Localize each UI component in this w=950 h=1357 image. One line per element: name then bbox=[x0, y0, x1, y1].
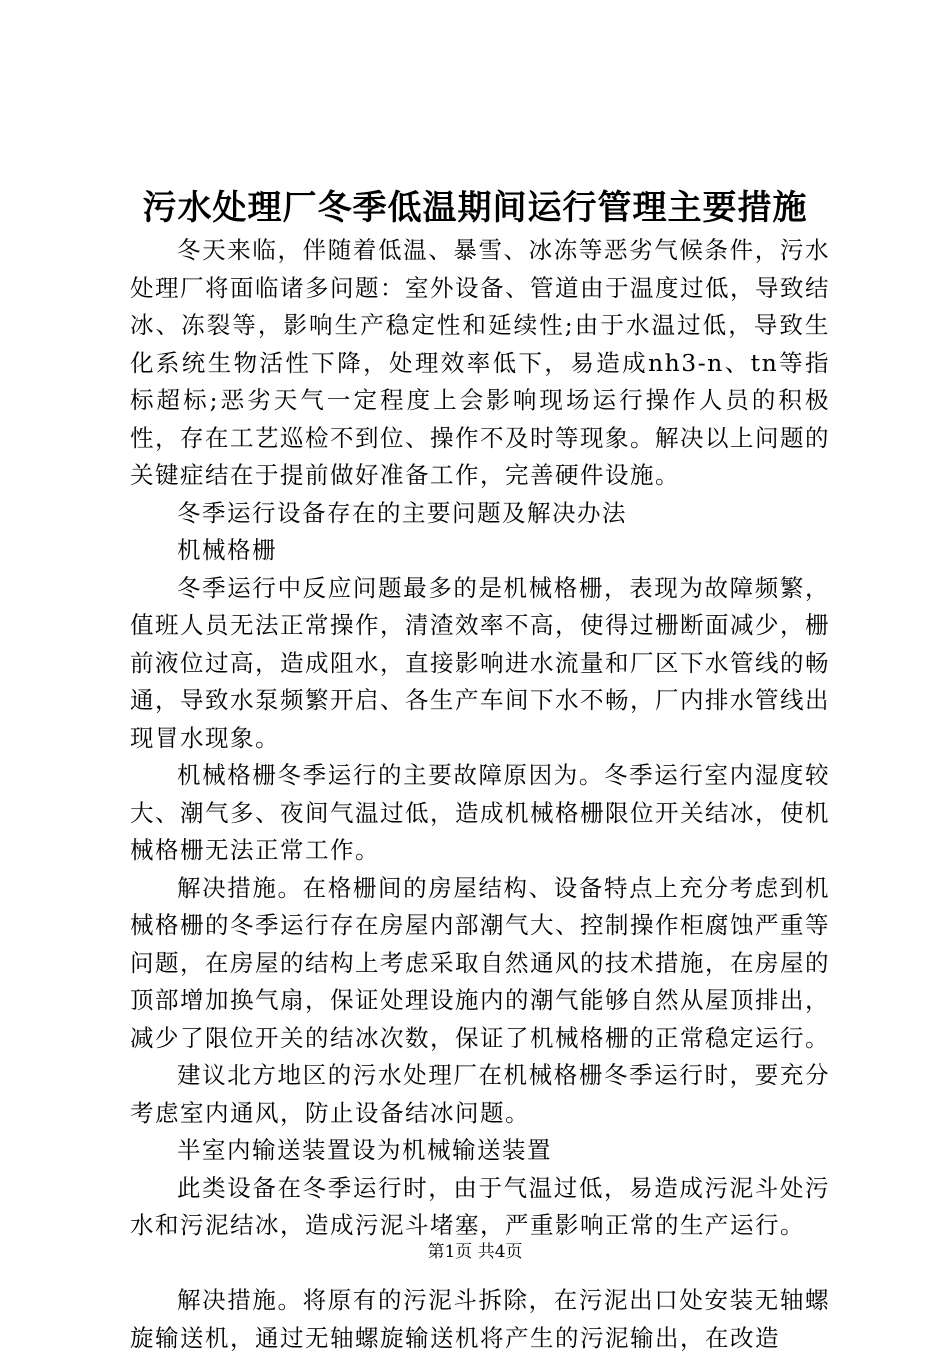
paragraph-grille-causes: 机械格栅冬季运行的主要故障原因为。冬季运行室内湿度较大、潮气多、夜间气温过低，造成机械格栅限位开关结冰，使机械格栅无法正常工作。 bbox=[130, 761, 830, 864]
subsection-heading-mechanical-grille: 机械格栅 bbox=[177, 536, 277, 564]
paragraph-conveyor-solution: 解决措施。将原有的污泥斗拆除，在污泥出口处安装无轴螺旋输送机，通过无轴螺旋输送机将产生的污泥输出，在改造 bbox=[130, 1286, 830, 1352]
paragraph-grille-solution: 解决措施。在格栅间的房屋结构、设备特点上充分考虑到机械格栅的冬季运行存在房屋内部潮气大、控制操作柜腐蚀严重等问题，在房屋的结构上考虑采取自然通风的技术措施，在房屋的顶部增加换气扇，保证处理设施内的潮气能够自然从屋顶排出，减少了限位开关的结冰次数，保证了机械格栅的正常稳定运行。 bbox=[130, 873, 830, 1052]
paragraph-grille-recommendation: 建议北方地区的污水处理厂在机械格栅冬季运行时，要充分考虑室内通风，防止设备结冰问题。 bbox=[130, 1061, 830, 1127]
paragraph-intro: 冬天来临，伴随着低温、暴雪、冰冻等恶劣气候条件，污水处理厂将面临诸多问题：室外设备、管道由于温度过低，导致结冰、冻裂等，影响生产稳定性和延续性;由于水温过低，导致生化系统生物活性下降，处理效率低下，易造成nh3-n、tn等指标超标;恶劣天气一定程度上会影响现场运行操作人员的积极性，存在工艺巡检不到位、操作不及时等现象。解决以上问题的关键症结在于提前做好准备工作，完善硬件设施。 bbox=[130, 236, 830, 489]
document-body bbox=[130, 232, 830, 1357]
document-title: 污水处理厂冬季低温期间运行管理主要措施 bbox=[142, 188, 808, 228]
page-footer: 第1页 共4页 bbox=[427, 1242, 523, 1262]
paragraph-conveyor-problems: 此类设备在冬季运行时，由于气温过低，易造成污泥斗处污水和污泥结冰，造成污泥斗堵塞，严重影响正常的生产运行。 bbox=[130, 1173, 830, 1239]
section-heading-winter-problems: 冬季运行设备存在的主要问题及解决办法 bbox=[177, 498, 627, 527]
subsection-heading-conveyor: 半室内输送装置设为机械输送装置 bbox=[177, 1136, 552, 1164]
paragraph-grille-problems: 冬季运行中反应问题最多的是机械格栅，表现为故障频繁，值班人员无法正常操作，清渣效率不高，使得过栅断面减少，栅前液位过高，造成阻水，直接影响进水流量和厂区下水管线的畅通，导致水泵频繁开启、各生产车间下水不畅，厂内排水管线出现冒水现象。 bbox=[130, 573, 830, 752]
